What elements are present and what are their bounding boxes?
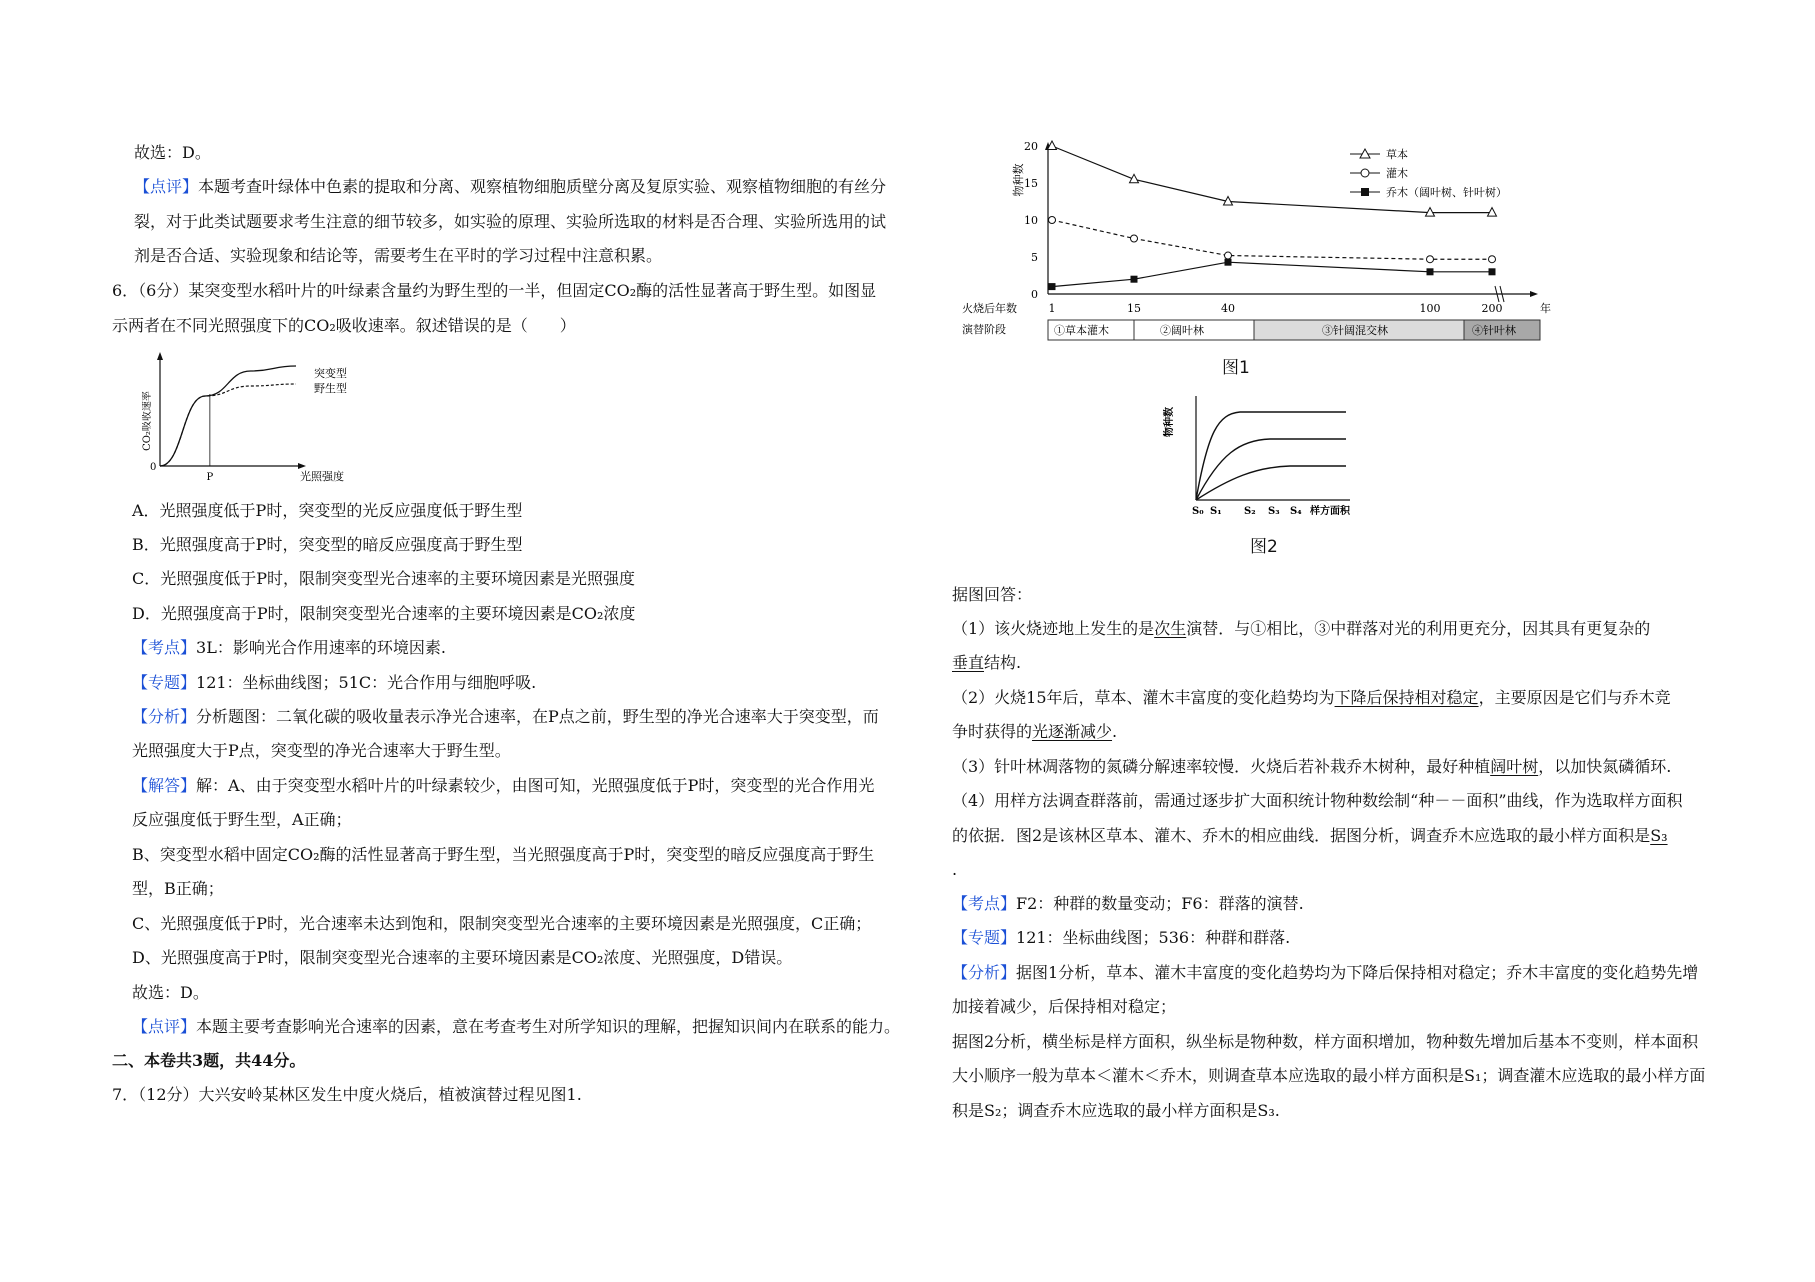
q6-y-arrow [157, 352, 163, 360]
jieda-line-4: 型，B正确； [132, 879, 224, 898]
fig1-x-unit: 年 [1540, 302, 1551, 315]
answer-1-line-1 [952, 618, 1650, 640]
fig1-y-ticks [1024, 140, 1038, 301]
fenxi-line-right-1 [952, 962, 1698, 984]
conclusion-line-2: 故选：D。 [132, 983, 209, 1002]
fig2-xtick: S₃ [1268, 506, 1280, 517]
q6-y-label: CO₂吸收速率 [142, 391, 153, 451]
fig1-point [1131, 276, 1138, 283]
fig1-x-arrow [1530, 291, 1538, 297]
fig1-point [1427, 268, 1434, 275]
jieda-text: 解：A、由于突变型水稻叶片的叶绿素较少，由图可知，光照强度低于P时，突变型的光合作用光 [196, 776, 875, 795]
blank-answer: 阔叶树 [1490, 757, 1539, 776]
fig1-point [1225, 252, 1232, 259]
text: ，以加快氮磷循环. [1538, 757, 1672, 776]
zhuanti-line [132, 672, 536, 694]
fig1-point [1427, 256, 1434, 263]
legend-shrub: 灌木 [1386, 167, 1408, 180]
fig1-ytick: 5 [1031, 251, 1038, 264]
figure-1-caption: 图1 [1222, 358, 1250, 378]
stage-2: ②阔叶林 [1160, 324, 1204, 337]
blank-answer: 下降后保持相对稳定 [1334, 688, 1479, 707]
answer-4-line-2 [952, 825, 1668, 847]
legend-mutant: 突变型 [314, 367, 347, 380]
q6-x-arrow [298, 463, 306, 469]
comment-text: 本题考查叶绿体中色素的提取和分离、观察植物细胞质壁分离及复原实验、观察植物细胞的有丝分 [198, 177, 887, 196]
pingjia-text: 本题主要考查影响光合速率的因素，意在考查考生对所学知识的理解，把握知识间内在联系的能力。 [196, 1017, 901, 1036]
figure-2 [1150, 392, 1380, 522]
fenxi-line-2: 光照强度大于P点，突变型的净光合速率大于野生型。 [132, 741, 511, 760]
answer-1-line-2 [952, 652, 1021, 674]
option-b: B．光照强度高于P时，突变型的暗反应强度高于野生型 [132, 535, 523, 554]
fig1-point [1131, 235, 1138, 242]
jieda-line-2: 反应强度低于野生型，A正确； [132, 810, 352, 829]
kaodian-tag: 【考点】 [952, 894, 1017, 913]
kaodian-text: 3L：影响光合作用速率的环境因素. [196, 638, 446, 657]
fig1-ytick: 10 [1024, 214, 1038, 227]
option-a: A．光照强度低于P时，突变型的光反应强度低于野生型 [132, 501, 523, 520]
text: 的依据．图2是该林区草本、灌木、乔木的相应曲线．据图分析，调查乔木应选取的最小样方面积是 [952, 826, 1651, 845]
fig1-series-line [1052, 146, 1492, 213]
fig1-xrow-label: 火烧后年数 [962, 302, 1017, 315]
blank-answer: S₃ [1650, 826, 1668, 845]
text: . [1112, 722, 1118, 741]
text: 争时获得的 [952, 722, 1033, 741]
jieda-line-6: D、光照强度高于P时，限制突变型光合速率的主要环境因素是CO₂浓度、光照强度，D错误。 [132, 948, 793, 967]
conclusion-line: 故选：D。 [134, 143, 211, 162]
stage-4: ④针叶林 [1472, 324, 1516, 337]
jieda-tag: 【解答】 [132, 776, 197, 795]
fenxi-line-right-5: 积是S₂；调查乔木应选取的最小样方面积是S₃. [952, 1101, 1280, 1120]
fenxi-text: 分析题图：二氧化碳的吸收量表示净光合速率，在P点之前，野生型的净光合速率大于突变型，而 [196, 707, 879, 726]
fig1-series-line [1052, 262, 1492, 286]
fenxi-line-right-4: 大小顺序一般为草本＜灌木＜乔木，则调查草本应选取的最小样方面积是S₁；调查灌木应选取的最小样方面 [952, 1066, 1706, 1085]
fig2-xtick: S₂ [1244, 506, 1256, 517]
q6-origin: 0 [150, 462, 157, 473]
fig1-point [1488, 208, 1497, 217]
fig1-ytick: 0 [1031, 288, 1038, 301]
question-6-line-1: 6．（6分）某突变型水稻叶片的叶绿素含量约为野生型的一半，但固定CO₂酶的活性显著高于野生型。如图显 [112, 281, 877, 300]
fig1-point [1489, 256, 1496, 263]
blank-answer: 次生 [1154, 619, 1187, 638]
fig2-xtick: S₀ [1192, 506, 1204, 517]
fenxi-line-right-2: 加接着减少，后保持相对稳定； [952, 997, 1177, 1016]
comment-line-3: 剂是否合适、实验现象和结论等，需要考生在平时的学习过程中注意积累。 [134, 246, 663, 265]
fig1-point [1049, 283, 1056, 290]
series-mutant-line [160, 366, 296, 466]
fig2-curve-shrub [1196, 439, 1346, 500]
fig1-point [1049, 217, 1056, 224]
zhuanti-text: 121：坐标曲线图；536：种群和群落. [1016, 928, 1291, 947]
fenxi-tag: 【分析】 [132, 707, 197, 726]
square-icon [1361, 188, 1369, 196]
series-wild-line [160, 384, 296, 466]
blank-answer: 光逐渐减少 [1032, 722, 1113, 741]
kaodian-tag: 【考点】 [132, 638, 197, 657]
legend-wild: 野生型 [314, 382, 347, 395]
zhuanti-line-right [952, 927, 1290, 949]
fenxi-line-right-3: 据图2分析，横坐标是样方面积，纵坐标是物种数，样方面积增加，物种数先增加后基本不变则，样本面积 [952, 1032, 1699, 1051]
text: （1）该火烧迹地上发生的是 [952, 619, 1155, 638]
q6-x-label: 光照强度 [300, 470, 344, 483]
legend-tree: 乔木（阔叶树、针叶树） [1386, 186, 1507, 199]
text: （2）火烧15年后，草本、灌木丰富度的变化趋势均为 [952, 688, 1335, 707]
legend-herb: 草本 [1386, 148, 1408, 161]
fig1-point [1489, 268, 1496, 275]
comment-line-2: 裂，对于此类试题要求考生注意的细节较多，如实验的原理、实验所选取的材料是否合理、实验所选用的试 [134, 212, 887, 231]
fig1-xtick: 200 [1481, 302, 1503, 315]
fig1-ytick: 20 [1024, 140, 1038, 153]
answer-2-line-1 [952, 687, 1671, 709]
fig1-series-line [1052, 220, 1492, 259]
fig1-xtick: 1 [1048, 302, 1056, 315]
fig1-plot-area [1048, 141, 1497, 290]
fig1-y-label: 物种数 [1012, 163, 1025, 197]
fig2-xtick: S₄ [1290, 506, 1302, 517]
fig2-x-label: 样方面积 [1310, 506, 1350, 517]
fig2-xtick: S₁ [1210, 506, 1222, 517]
figure-2-caption: 图2 [1250, 537, 1278, 557]
zhuanti-tag: 【专题】 [952, 928, 1017, 947]
answer-4-line-1: （4）用样方法调查群落前，需通过逐步扩大面积统计物种数绘制“种－－面积”曲线，作为选取样方面积 [952, 791, 1683, 810]
text: 演替．与①相比，③中群落对光的利用更充分，因其具有更复杂的 [1186, 619, 1651, 638]
fig1-ytick: 15 [1024, 177, 1038, 190]
fig1-xtick: 100 [1419, 302, 1441, 315]
circle-icon [1361, 169, 1369, 177]
fig1-stage-label: 演替阶段 [962, 323, 1006, 336]
option-d: D．光照强度高于P时，限制突变型光合速率的主要环境因素是CO₂浓度 [132, 604, 636, 623]
fig1-legend [1350, 147, 1507, 199]
fig1-xtick: 15 [1127, 302, 1141, 315]
answer-4-line-3: . [952, 860, 958, 879]
answer-3-line [952, 756, 1671, 778]
comment-line-1 [134, 176, 886, 198]
q6-x-tick-p: P [206, 472, 214, 483]
question-7-line: 7．（12分）大兴安岭某林区发生中度火烧后，植被演替过程见图1. [112, 1085, 582, 1104]
answer-intro: 据图回答： [952, 585, 1033, 604]
fig1-point [1225, 259, 1232, 266]
zhuanti-text: 121：坐标曲线图；51C：光合作用与细胞呼吸. [196, 673, 537, 692]
comment-tag: 【点评】 [134, 177, 199, 196]
figure-1 [952, 140, 1572, 380]
option-c: C．光照强度低于P时，限制突变型光合速率的主要环境因素是光照强度 [132, 569, 636, 588]
question-6-line-2: 示两者在不同光照强度下的CO₂吸收速率。叙述错误的是（ ） [112, 316, 576, 335]
blank-answer: 垂直 [952, 653, 985, 672]
text: 结构. [984, 653, 1022, 672]
fig1-x-ticks [1049, 302, 1503, 315]
stage-1: ①草本灌木 [1054, 324, 1109, 337]
pingjia-line [132, 1016, 900, 1038]
kaodian-line [132, 637, 446, 659]
section-heading: 二、本卷共3题，共44分。 [112, 1051, 306, 1070]
jieda-line-5: C、光照强度低于P时，光合速率未达到饱和，限制突变型光合速率的主要环境因素是光照强度，C正确； [132, 914, 872, 933]
stage-3: ③针阔混交林 [1322, 324, 1388, 337]
jieda-line-1 [132, 775, 874, 797]
kaodian-line-right [952, 893, 1304, 915]
fig1-xtick: 40 [1221, 302, 1235, 315]
fig2-curve-tree [1196, 466, 1346, 500]
jieda-line-3: B、突变型水稻中固定CO₂酶的活性显著高于野生型，当光照强度高于P时，突变型的暗反应强度高于野生 [132, 845, 875, 864]
fenxi-tag: 【分析】 [952, 963, 1017, 982]
fenxi-text: 据图1分析，草本、灌木丰富度的变化趋势均为下降后保持相对稳定；乔木丰富度的变化趋势先增 [1016, 963, 1699, 982]
kaodian-text: F2：种群的数量变动；F6：群落的演替. [1016, 894, 1304, 913]
text: （3）针叶林凋落物的氮磷分解速率较慢．火烧后若补栽乔木树种，最好种植 [952, 757, 1491, 776]
pingjia-tag: 【点评】 [132, 1017, 197, 1036]
zhuanti-tag: 【专题】 [132, 673, 197, 692]
text: ，主要原因是它们与乔木竞 [1478, 688, 1671, 707]
q6-chart [142, 348, 482, 483]
fenxi-line-1 [132, 706, 879, 728]
fig2-y-label: 物种数 [1164, 407, 1175, 437]
answer-2-line-2 [952, 721, 1117, 743]
